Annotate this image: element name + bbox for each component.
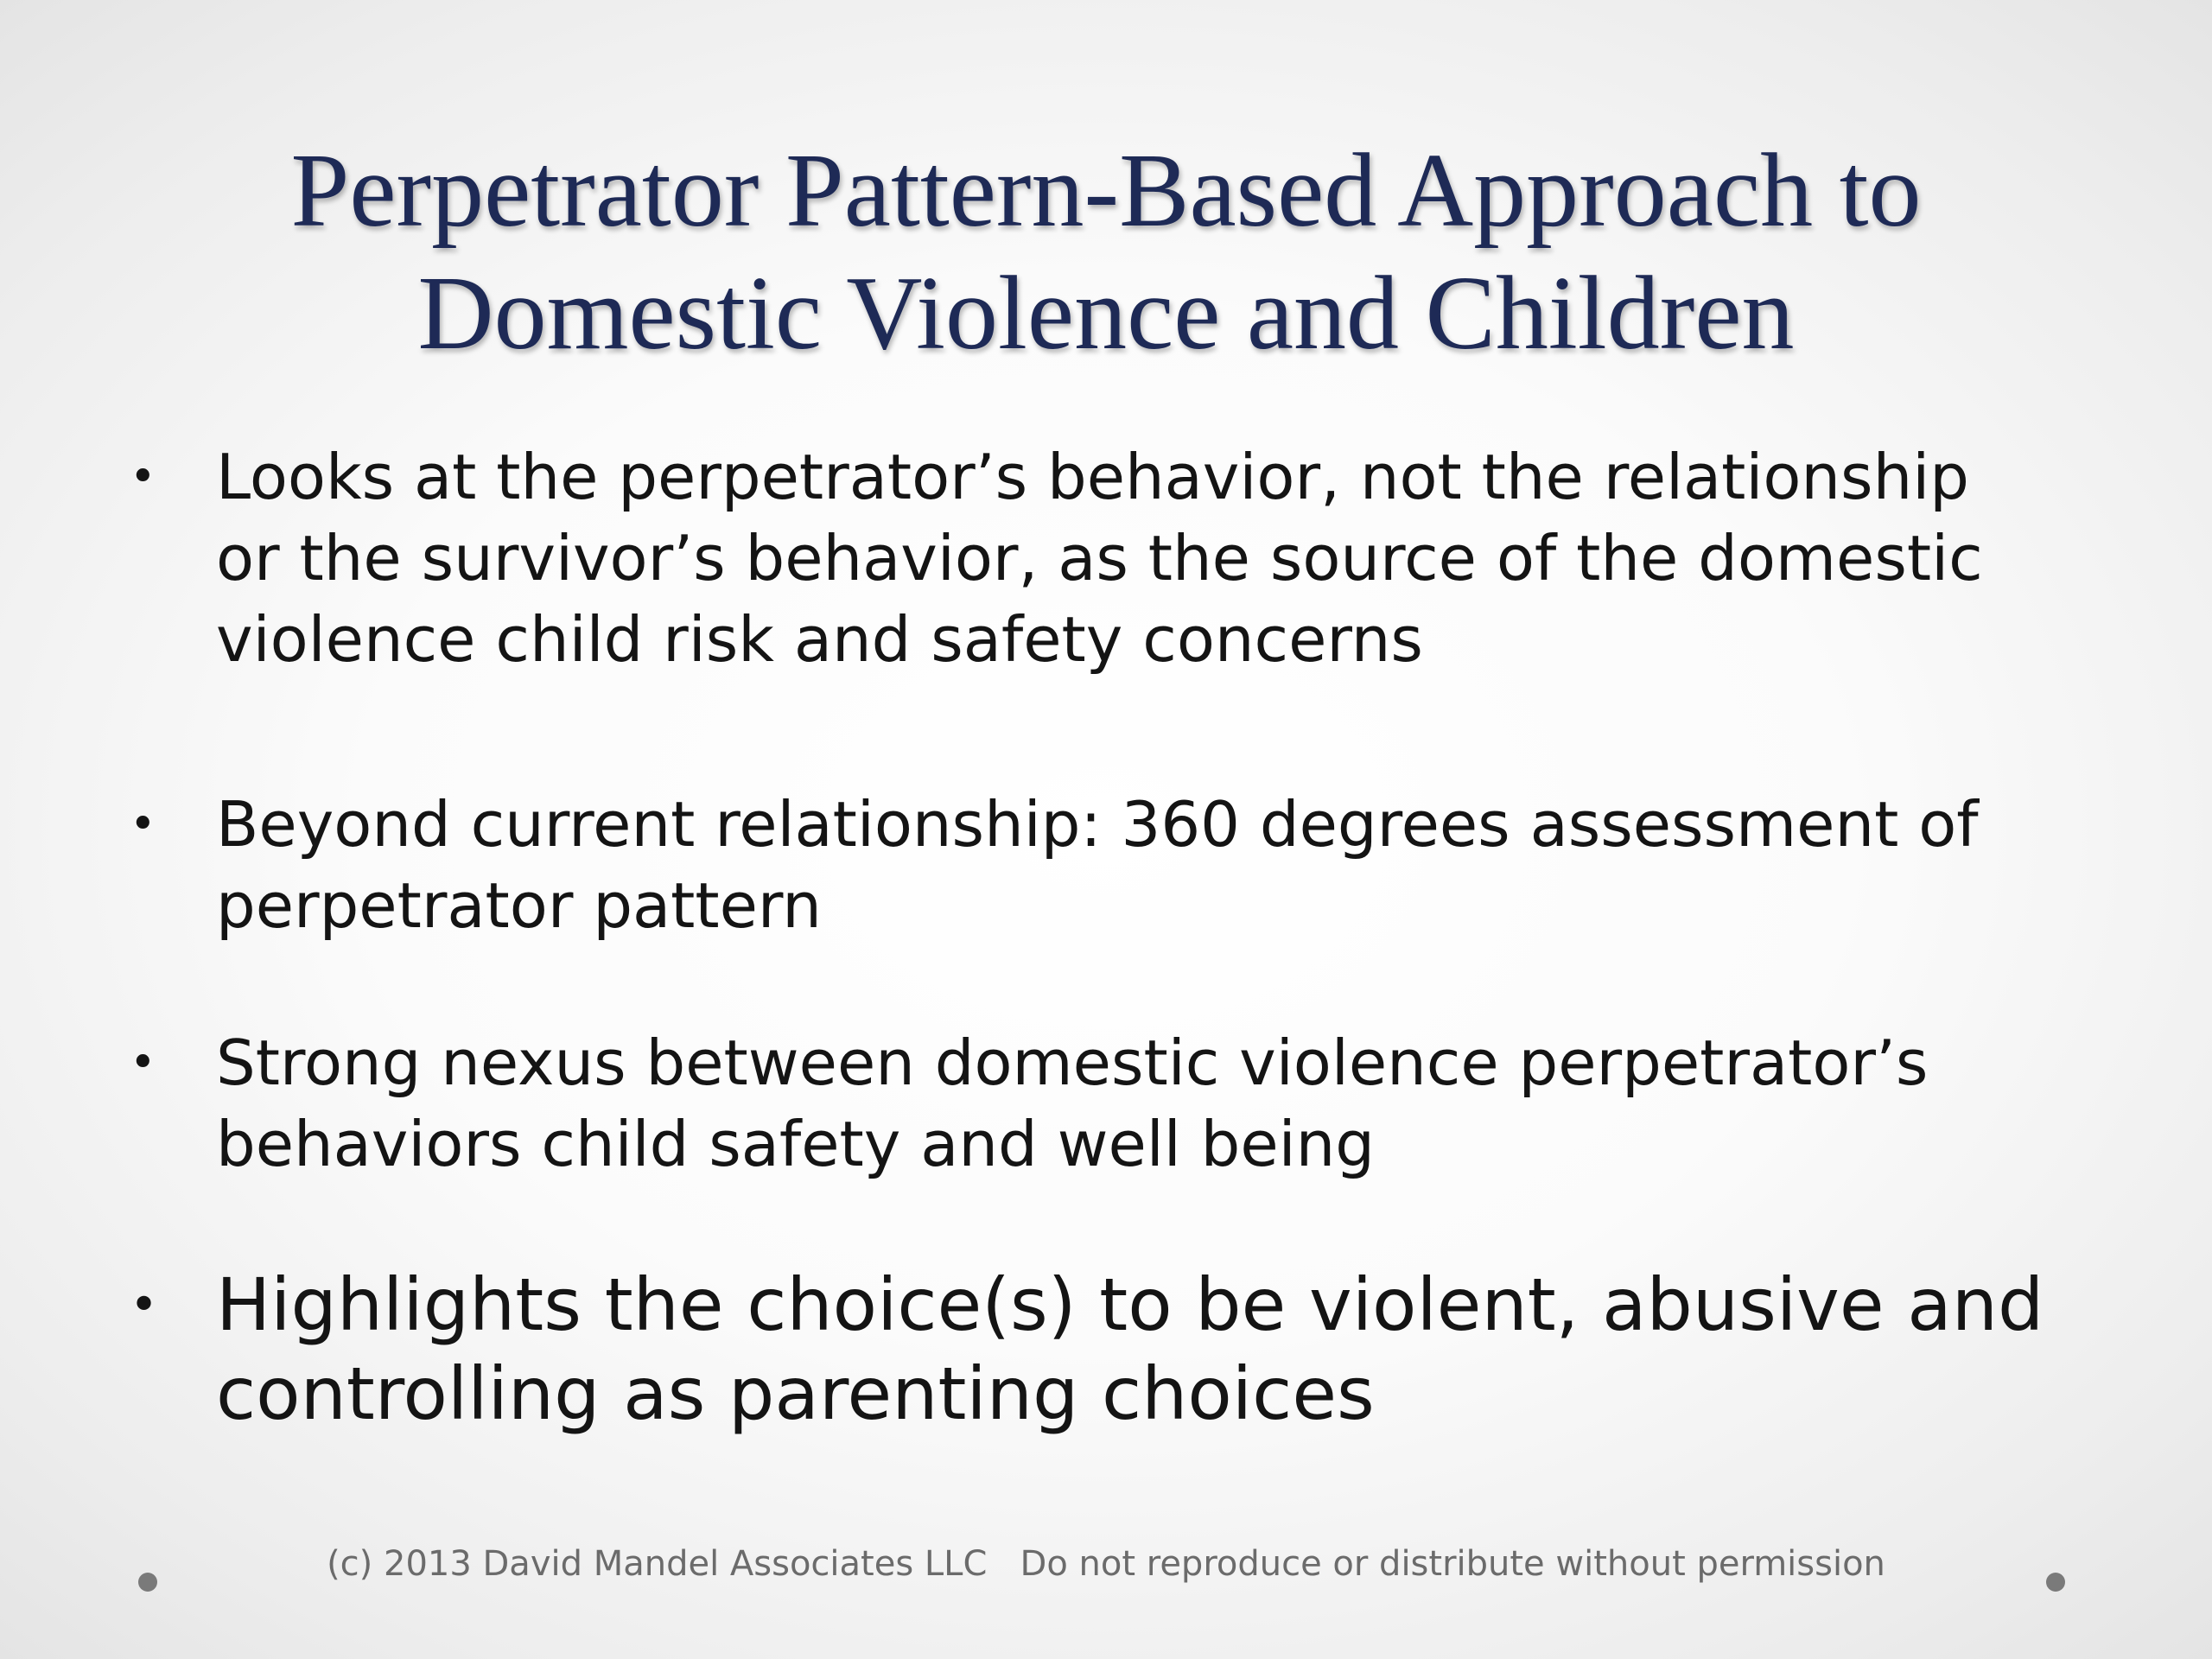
copyright-footer: (c) 2013 David Mandel Associates LLC Do not reproduce or distribute without permission [327,1544,1885,1584]
slide-title-line: Perpetrator Pattern-Based Approach to [290,132,1922,249]
bullet-text [216,784,2056,946]
bullet-dot-icon: • [130,1277,159,1333]
bullet-dot-icon: • [130,798,156,850]
bullet-line: controlling as parenting choices [216,1351,1375,1436]
slide-title-line: Domestic Violence and Children [417,255,1795,372]
bullet-dot-icon: • [130,1037,156,1089]
bullet-line: Beyond current relationship: 360 degrees assessment of [216,788,1979,861]
bullet-text [216,1261,2056,1439]
bullet-item [130,784,2056,946]
bullet-dot-icon: • [130,451,156,503]
bullet-line: perpetrator pattern [216,869,822,942]
bullet-line: Strong nexus between domestic violence perpetrator’s [216,1027,1929,1099]
bullet-line: Highlights the choice(s) to be violent, abusive and [216,1262,2044,1347]
bullet-line: or the survivor’s behavior, as the source of the domestic [216,522,1983,594]
bullet-item [130,1022,2056,1185]
bullet-line: behaviors child safety and well being [216,1108,1375,1180]
bullet-line: violence child risk and safety concerns [216,603,1423,676]
bullet-list [130,436,2056,1439]
bullet-line: Looks at the perpetrator’s behavior, not the relationship [216,441,1969,513]
bullet-text [216,436,2056,680]
bullet-item [130,1261,2056,1439]
slide-title [112,130,2100,375]
bullet-text [216,1022,2056,1185]
corner-dot-icon [2046,1573,2065,1592]
bullet-item [130,436,2056,680]
